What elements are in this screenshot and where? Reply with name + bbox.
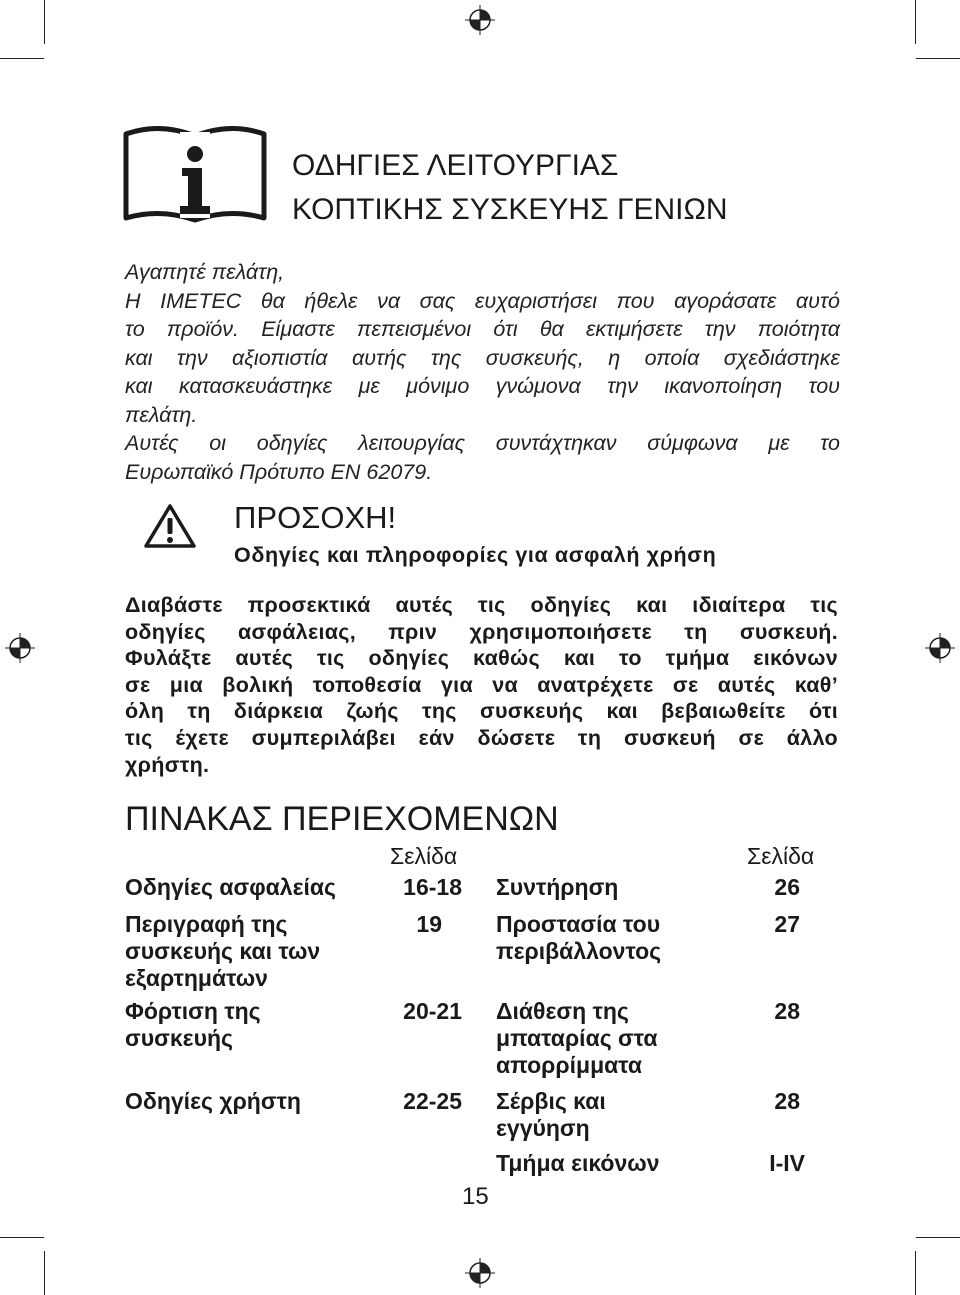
safety-instructions <box>125 592 838 778</box>
toc-label-line: συσκευής <box>125 1025 233 1051</box>
toc-label-line: εγγύηση <box>496 1115 590 1141</box>
crop-mark <box>915 0 916 44</box>
toc-entry-page: 28 <box>774 998 800 1024</box>
intro-text <box>125 258 840 486</box>
toc-entry-page: 22-25 <box>403 1088 462 1114</box>
crop-mark <box>916 58 960 59</box>
toc-label-line: εξαρτημάτων <box>125 965 268 991</box>
toc-label-line: Προστασία του <box>496 911 661 937</box>
toc-label-line: Οδηγίες ασφαλείας <box>125 874 336 900</box>
registration-mark-icon <box>465 1258 495 1288</box>
toc-entry-label <box>125 874 336 901</box>
toc-entry-label <box>496 998 658 1079</box>
toc-entry-page: 19 <box>416 911 442 937</box>
title-line: ΚΟΠΤΙΚΗΣ ΣΥΣΚΕΥΗΣ ΓΕΝΙΩΝ <box>292 193 728 226</box>
info-book-icon <box>122 124 268 224</box>
toc-entry-label <box>496 874 618 901</box>
toc-entry-page: 26 <box>774 874 800 900</box>
standard-line: Ευρωπαϊκό Πρότυπο EN 62079. <box>125 459 433 484</box>
standard-line: Αυτές οι οδηγίες λειτουργίας συντάχτηκαν σύμφωνα με το <box>125 431 840 455</box>
toc-entry-label <box>496 1088 606 1142</box>
toc-label-line: συσκευής και των <box>125 938 321 964</box>
warning-title: ΠΡΟΣΟΧΗ! <box>234 500 397 535</box>
crop-mark <box>0 58 44 59</box>
toc-page-header: Σελίδα <box>747 843 815 869</box>
crop-mark <box>44 1251 45 1295</box>
toc-entry-page: 16-18 <box>403 874 462 900</box>
intro-line: και την αξιοπιστία αυτής της συσκευής, η οποία σχεδιάστηκε <box>125 345 840 370</box>
toc-label-line: μπαταρίας στα <box>496 1025 658 1051</box>
safety-line: Φυλάξτε αυτές τις οδηγίες καθώς και το τμήμα εικόνων <box>125 646 838 671</box>
crop-mark <box>916 1237 960 1238</box>
registration-mark-icon <box>5 633 35 663</box>
warning-triangle-icon <box>143 503 197 549</box>
toc-entry-page: 27 <box>774 911 800 937</box>
toc-entry-label <box>496 911 661 965</box>
registration-mark-icon <box>465 5 495 35</box>
intro-line: πελάτη. <box>125 402 198 427</box>
toc-entry-page: 28 <box>774 1088 800 1114</box>
toc-entry-label <box>125 1088 301 1115</box>
safety-line: τις έχετε συμπεριλάβει εάν δώσετε τη συσκευή σε άλλο <box>125 725 838 750</box>
toc-page-header: Σελίδα <box>390 843 458 869</box>
intro-line: και κατασκευάστηκε με μόνιμο γνώμονα την ικανοποίηση του <box>125 374 840 398</box>
safety-line: σε μια βολική τοποθεσία για να ανατρέχετε σε αυτές καθ’ <box>125 672 838 697</box>
toc-entry-page: I-IV <box>769 1150 805 1176</box>
crop-mark <box>915 1251 916 1295</box>
toc-entry-label <box>125 911 320 992</box>
crop-mark <box>0 1237 44 1238</box>
warning-subtitle: Οδηγίες και πληροφορίες για ασφαλή χρήση <box>234 543 717 567</box>
safety-line: όλη τη διάρκεια ζωής της συσκευής και βεβαιωθείτε ότι <box>125 699 838 724</box>
page-number: 15 <box>462 1183 489 1210</box>
toc-entry-label <box>496 1150 660 1177</box>
toc-label-line: Σέρβις και <box>496 1088 606 1114</box>
toc-label-line: Συντήρηση <box>496 874 619 900</box>
title-line: ΟΔΗΓΙΕΣ ΛΕΙΤΟΥΡΓΙΑΣ <box>292 149 619 182</box>
toc-label-line: Περιγραφή της <box>125 911 288 937</box>
toc-label-line: περιβάλλοντος <box>496 938 662 964</box>
safety-line: χρήστη. <box>125 752 210 777</box>
page-title <box>292 144 728 232</box>
greeting: Αγαπητέ πελάτη, <box>125 260 285 284</box>
toc-entry-label <box>125 998 261 1052</box>
registration-mark-icon <box>925 633 955 663</box>
toc-title: ΠΙΝΑΚΑΣ ΠΕΡΙΕΧΟΜΕΝΩΝ <box>125 800 559 838</box>
safety-line: Διαβάστε προσεκτικά αυτές τις οδηγίες και ιδιαίτερα τις <box>125 593 838 617</box>
toc-entry-page: 20-21 <box>403 998 462 1024</box>
safety-line: οδηγίες ασφάλειας, πριν χρησιμοποιήσετε τη συσκευή. <box>125 619 838 644</box>
crop-mark <box>44 0 45 44</box>
toc-label-line: Οδηγίες χρήστη <box>125 1088 301 1114</box>
intro-line: το προϊόν. Είμαστε πεπεισμένοι ότι θα εκτιμήσετε την ποιότητα <box>125 317 840 341</box>
toc-label-line: Φόρτιση της <box>125 998 261 1024</box>
toc-label-line: Διάθεση της <box>496 998 629 1024</box>
intro-line: Η IMETEC θα ήθελε να σας ευχαριστήσει που αγοράσατε αυτό <box>125 288 840 313</box>
toc-label-line: Τμήμα εικόνων <box>496 1150 660 1176</box>
toc-label-line: απορρίμματα <box>496 1052 643 1078</box>
